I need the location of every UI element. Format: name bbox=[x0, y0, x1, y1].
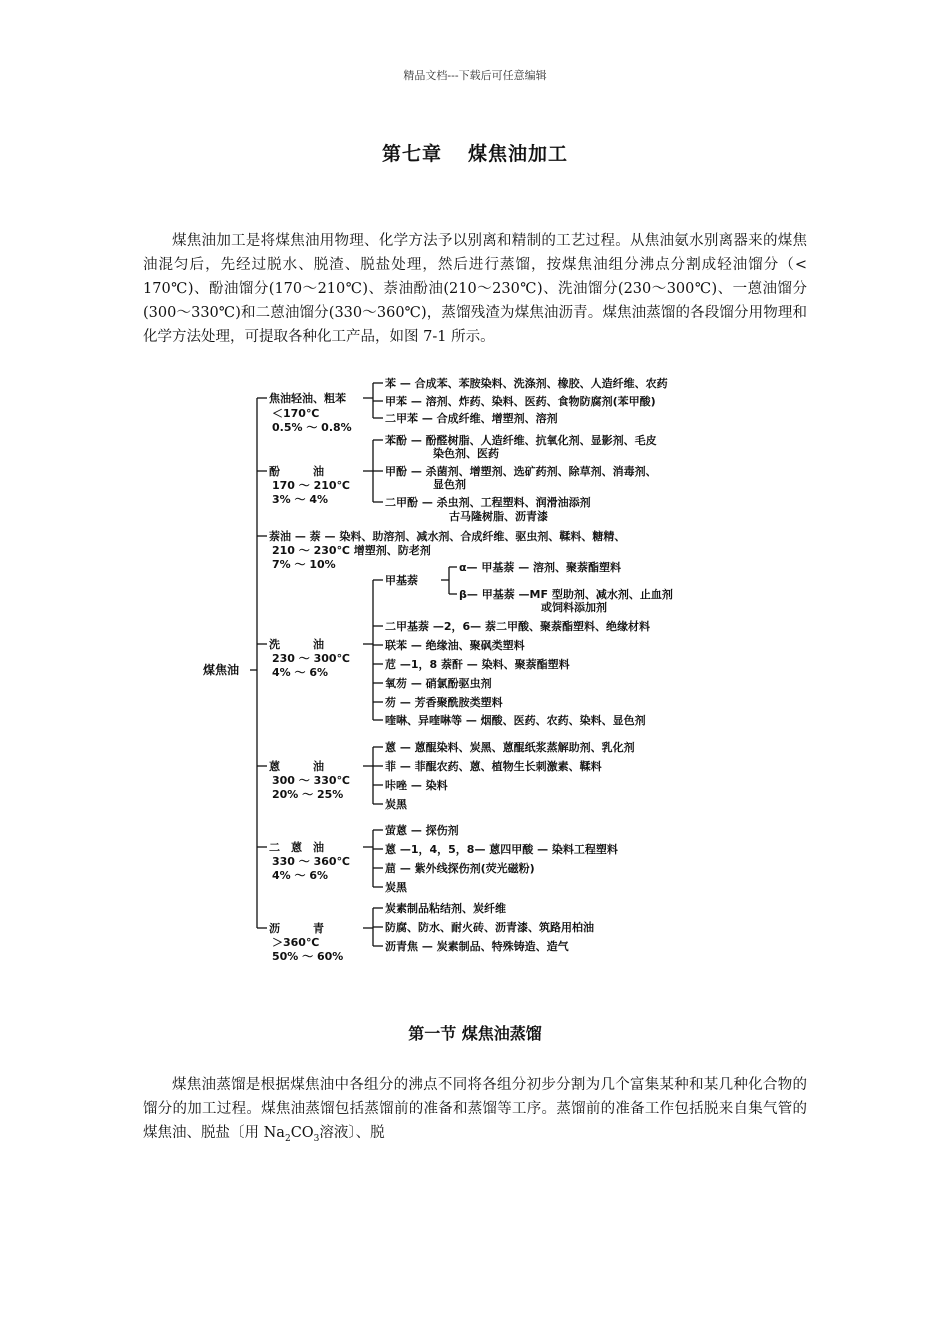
anthracene-item-carbazole: 咔唑 — 染料 bbox=[385, 779, 448, 792]
intro-paragraph: 煤焦油加工是将煤焦油用物理、化学方法予以别离和精制的工艺过程。从焦油氨水别离器来的煤焦油混匀后，先经过脱水、脱渣、脱盐处理，然后进行蒸馏，按煤焦油组分沸点分割成轻油馏分（< 170℃)、酚油馏分(170～210℃)、萘油酚油(210～230℃)、洗油馏分(230～300℃)、一蒽油馏分(300～330℃)和二蒽油馏分(330～360℃)，蒸馏残渣为煤焦油沥青。煤焦油蒸馏的各段馏分用物理和化学方法处理，可提取各种化工产品，如图 7-1 所示。 bbox=[143, 233, 807, 345]
wash-item-alpha: α— 甲基萘 — 溶剂、聚萘酯塑料 bbox=[459, 561, 622, 574]
group-second-anthracene-oil-name: 二 蒽 油 bbox=[269, 841, 324, 854]
second-paragraph-text-b: CO bbox=[290, 1125, 314, 1141]
phenol-item-phenol: 苯酚 — 酚醛树脂、人造纤维、抗氧化剂、显影剂、毛皮 bbox=[385, 434, 657, 447]
group-light-oil-yield: 0.5% ～ 0.8% bbox=[272, 421, 352, 434]
phenol-item-xylenol-cont: 古马隆树脂、沥青漆 bbox=[449, 510, 548, 523]
group-light-oil-name: 焦油轻油、粗苯 bbox=[269, 392, 346, 405]
pitch-item-waterproof: 防腐、防水、耐火砖、沥青漆、筑路用柏油 bbox=[385, 921, 594, 934]
page-header: 精品文档---下载后可任意编辑 bbox=[403, 69, 547, 82]
second-anthracene-item-chrysene: 䓛 — 紫外线探伤剂(荧光磁粉) bbox=[385, 862, 535, 875]
group-wash-oil-temp: 230 ～ 300℃ bbox=[272, 652, 350, 665]
wash-item-beta-cont: 或饲料添加剂 bbox=[541, 601, 607, 614]
second-paragraph-text-a: 煤焦油蒸馏是根据煤焦油中各组分的沸点不同将各组分初步分割为几个富集某种和某几种化合物的馏分的加工过程。煤焦油蒸馏包括蒸馏前的准备和蒸馏等工序。蒸馏前的准备工作包括脱来自集气管的煤焦油、脱盐〔用 Na bbox=[143, 1077, 807, 1141]
wash-item-quinoline: 喹啉、异喹啉等 — 烟酸、医药、农药、染料、显色剂 bbox=[385, 714, 646, 727]
light-oil-item-toluene: 甲苯 — 溶剂、炸药、染料、医药、食物防腐剂(苯甲酸) bbox=[385, 395, 656, 408]
second-paragraph bbox=[143, 1073, 807, 1145]
chapter-number: 第七章 bbox=[381, 143, 442, 165]
chapter-name: 煤焦油加工 bbox=[468, 143, 569, 165]
group-phenol-oil-yield: 3% ～ 4% bbox=[272, 493, 329, 506]
wash-item-dimethylnaphthalene: 二甲基萘 —2，6— 萘二甲酸、聚萘酯塑料、绝缘材料 bbox=[385, 620, 650, 633]
phenol-item-cresol: 甲酚 — 杀菌剂、增塑剂、选矿药剂、除草剂、消毒剂、 bbox=[385, 465, 657, 478]
second-anthracene-item-carbon-black: 炭黑 bbox=[385, 881, 407, 894]
group-wash-oil-name: 洗 油 bbox=[269, 638, 324, 651]
group-anthracene-oil-name: 蒽 油 bbox=[269, 760, 324, 773]
group-anthracene-oil-temp: 300 ～ 330℃ bbox=[272, 774, 350, 787]
group-phenol-oil-name: 酚 油 bbox=[269, 465, 324, 478]
group-light-oil-temp: ＜170℃ bbox=[272, 407, 320, 420]
pitch-item-binder: 炭素制品粘结剂、炭纤维 bbox=[385, 902, 506, 915]
chapter-title bbox=[0, 139, 950, 166]
anthracene-item-anthracene: 蒽 — 蒽醌染料、炭黑、蒽醌纸浆蒸解助剂、乳化剂 bbox=[385, 741, 635, 754]
group-wash-oil-yield: 4% ～ 6% bbox=[272, 666, 329, 679]
phenol-item-xylenol: 二甲酚 — 杀虫剂、工程塑料、润滑油添剂 bbox=[385, 496, 591, 509]
anthracene-item-phenanthrene: 菲 — 菲醌农药、蒽、植物生长刺激素、鞣料 bbox=[385, 760, 602, 773]
group-naphthalene-oil-name: 萘油 — 萘 — 染料、助溶剂、减水剂、合成纤维、驱虫剂、鞣料、糖精、 bbox=[269, 530, 626, 543]
phenol-item-phenol-cont: 染色剂、医药 bbox=[433, 447, 499, 460]
group-pitch-yield: 50% ～ 60% bbox=[272, 950, 344, 963]
anthracene-item-carbon-black: 炭黑 bbox=[385, 798, 407, 811]
group-second-anthracene-oil-yield: 4% ～ 6% bbox=[272, 869, 329, 882]
diagram-root-label: 煤焦油 bbox=[203, 663, 240, 677]
wash-item-acenaphthene: 苊 —1，8 萘酐 — 染料、聚萘酯塑料 bbox=[385, 658, 570, 671]
second-paragraph-text-c: 溶液〕、脱 bbox=[319, 1125, 385, 1141]
coal-tar-products-diagram bbox=[195, 368, 755, 968]
wash-item-biphenyl: 联苯 — 绝缘油、聚砜类塑料 bbox=[385, 639, 525, 652]
group-phenol-oil-temp: 170 ～ 210℃ bbox=[272, 479, 350, 492]
subscript-2: 2 bbox=[284, 1133, 291, 1144]
group-naphthalene-oil-yield: 7% ～ 10% bbox=[272, 558, 336, 571]
subscript-3: 3 bbox=[313, 1133, 320, 1144]
second-anthracene-item-pyrene: 蒽 —1，4，5，8— 蒽四甲酸 — 染料工程塑料 bbox=[385, 843, 618, 856]
light-oil-item-benzene: 苯 — 合成苯、苯胺染料、洗涤剂、橡胶、人造纤维、农药 bbox=[385, 377, 668, 390]
group-anthracene-oil-yield: 20% ～ 25% bbox=[272, 788, 344, 801]
second-anthracene-item-fluoranthene: 萤蒽 — 探伤剂 bbox=[385, 824, 459, 837]
wash-item-beta: β— 甲基萘 —MF 型助剂、减水剂、止血剂 bbox=[459, 588, 673, 601]
group-second-anthracene-oil-temp: 330 ～ 360℃ bbox=[272, 855, 350, 868]
group-pitch-name: 沥 青 bbox=[269, 922, 324, 935]
wash-item-methylnaphthalene: 甲基萘 bbox=[385, 574, 418, 587]
section-title: 第一节 煤焦油蒸馏 bbox=[408, 1024, 542, 1043]
wash-item-fluorene: 芴 — 芳香聚酰胺类塑料 bbox=[385, 696, 503, 709]
phenol-item-cresol-cont: 显色剂 bbox=[433, 478, 466, 491]
group-pitch-temp: ＞360℃ bbox=[272, 936, 320, 949]
pitch-item-pitch-coke: 沥青焦 — 炭素制品、特殊铸造、造气 bbox=[385, 940, 569, 953]
wash-item-dibenzofuran: 氧芴 — 硝氯酚驱虫剂 bbox=[385, 677, 492, 690]
light-oil-item-xylene: 二甲苯 — 合成纤维、增塑剂、溶剂 bbox=[385, 412, 558, 425]
group-naphthalene-oil-temp: 210 ～ 230℃ 增塑剂、防老剂 bbox=[272, 544, 431, 557]
